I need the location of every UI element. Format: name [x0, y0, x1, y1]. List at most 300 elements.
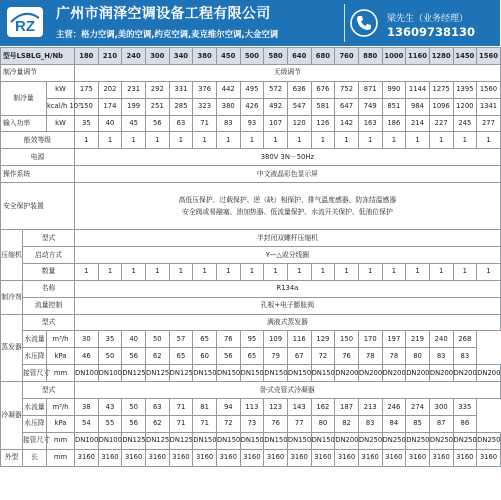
value-cell: 3160 [193, 449, 217, 466]
value-cell: 35 [98, 331, 122, 348]
value-cell: 340 [169, 48, 193, 65]
value-cell: DN200 [382, 365, 406, 382]
water-flow-label: 水流量 [23, 399, 47, 416]
value-cell: 73 [240, 415, 264, 432]
water-drop-label: 水压降 [23, 348, 47, 365]
value-cell: 1560 [477, 48, 501, 65]
quantity-row [1, 263, 501, 280]
value-cell: 63 [145, 399, 169, 416]
value-cell: 60 [193, 348, 217, 365]
value-cell: 55 [98, 415, 122, 432]
value-cell: DN200 [406, 365, 430, 382]
value-cell: 67 [287, 348, 311, 365]
value-cell: 213 [358, 399, 382, 416]
value-cell: 300 [145, 48, 169, 65]
value-cell: DN125 [169, 365, 193, 382]
value-cell: 880 [358, 48, 382, 65]
value-cell: DN200 [358, 365, 382, 382]
value-cell: 54 [75, 415, 99, 432]
value-cell: 186 [382, 115, 406, 132]
value-cell: 251 [145, 98, 169, 115]
value-cell: DN250 [477, 432, 501, 449]
capacity-label: 制冷量调节 [1, 64, 75, 81]
value-cell: 202 [98, 81, 122, 98]
cooling-kcal-row [1, 98, 501, 115]
value-cell: 3160 [287, 449, 311, 466]
value-cell: DN150 [240, 432, 264, 449]
value-cell: 76 [264, 415, 288, 432]
value-cell: 1 [216, 132, 240, 149]
value-cell: 426 [240, 98, 264, 115]
value-cell: 1 [98, 263, 122, 280]
value-cell: 71 [169, 399, 193, 416]
value-cell: 990 [382, 81, 406, 98]
value-cell: DN100 [98, 365, 122, 382]
value-cell: 116 [287, 331, 311, 348]
value-cell: DN150 [287, 365, 311, 382]
value-cell: DN250 [406, 432, 430, 449]
value-cell: DN125 [145, 365, 169, 382]
value-cell: 331 [169, 81, 193, 98]
value-cell: 163 [358, 115, 382, 132]
model-label: 型号LSBLG_H/Nb [1, 48, 75, 65]
value-cell: 380 [193, 48, 217, 65]
value-cell: 199 [122, 98, 146, 115]
value-cell: 246 [382, 399, 406, 416]
value-cell: 83 [429, 348, 453, 365]
value-cell: 210 [98, 48, 122, 65]
value-cell: 1 [216, 263, 240, 280]
capacity-value: 无级调节 [75, 64, 501, 81]
operation-value: 中文液晶彩色显示屏 [75, 166, 501, 183]
value-cell: 1 [145, 132, 169, 149]
unit-cell: kW [47, 115, 75, 132]
contact-name: 梁先生（业务经理） [387, 14, 469, 24]
value-cell: 1 [169, 263, 193, 280]
unit-cell: m³/h [47, 399, 75, 416]
compressor-type-row [1, 230, 501, 247]
value-cell: 219 [406, 331, 430, 348]
value-cell: 1200 [453, 98, 477, 115]
unit-cell: kW [47, 81, 75, 98]
value-cell: 680 [311, 48, 335, 65]
water-drop-label: 水压降 [23, 415, 47, 432]
condenser-label: 冷凝器 [1, 382, 23, 450]
unit-cell: kPa [47, 415, 75, 432]
cond-conn-row [1, 432, 501, 449]
value-cell: 1275 [429, 81, 453, 98]
value-cell: 40 [98, 115, 122, 132]
value-cell: 245 [453, 115, 477, 132]
value-cell: 3160 [145, 449, 169, 466]
unit-cell: mm [47, 432, 75, 449]
value-cell: 80 [311, 415, 335, 432]
value-cell: DN100 [75, 365, 99, 382]
value-cell: 749 [358, 98, 382, 115]
value-cell: 77 [287, 415, 311, 432]
value-cell: 851 [382, 98, 406, 115]
value-cell: 1 [193, 263, 217, 280]
value-cell: 3160 [122, 449, 146, 466]
value-cell: 323 [193, 98, 217, 115]
value-cell: DN200 [335, 432, 359, 449]
flow-control-value: 孔板+电子膨胀阀 [75, 297, 501, 314]
cooling-label: 制冷量 [1, 81, 47, 115]
operation-row [1, 166, 501, 183]
value-cell: 214 [406, 115, 430, 132]
cond-type-row [1, 382, 501, 399]
refrigerant-name-label: 名称 [23, 280, 75, 297]
value-cell: 50 [122, 399, 146, 416]
value-cell: 640 [287, 48, 311, 65]
unit-cell: kPa [47, 348, 75, 365]
unit-cell: kcal/h 10³ [47, 98, 75, 115]
value-cell: 84 [382, 415, 406, 432]
value-cell: 56 [122, 415, 146, 432]
cooling-kw-row [1, 81, 501, 98]
evap-drop-row [1, 348, 501, 365]
value-cell: 62 [145, 348, 169, 365]
operation-label: 操作系统 [1, 166, 75, 183]
flow-control-row [1, 297, 501, 314]
evaporator-label: 蒸发器 [1, 314, 23, 382]
value-cell: 376 [193, 81, 217, 98]
value-cell: 277 [477, 115, 501, 132]
value-cell: 174 [98, 98, 122, 115]
value-cell: 83 [216, 115, 240, 132]
value-cell: 1 [335, 132, 359, 149]
value-cell: 1 [122, 132, 146, 149]
evap-type-value: 满液式蒸发器 [75, 314, 501, 331]
value-cell: 1 [453, 132, 477, 149]
value-cell: DN150 [193, 432, 217, 449]
value-cell: 1 [477, 132, 501, 149]
value-cell: 3160 [335, 449, 359, 466]
evap-type-label: 型式 [23, 314, 75, 331]
value-cell: 80 [406, 348, 430, 365]
start-row [1, 247, 501, 264]
value-cell: DN250 [358, 432, 382, 449]
compressor-label: 压缩机 [1, 230, 23, 281]
value-cell: 3160 [216, 449, 240, 466]
value-cell: DN150 [311, 432, 335, 449]
value-cell: 3160 [311, 449, 335, 466]
compressor-type-label: 型式 [23, 230, 75, 247]
value-cell: 76 [335, 348, 359, 365]
safety-label: 安全保护装置 [1, 183, 75, 230]
value-cell: DN150 [264, 432, 288, 449]
value-cell: 85 [406, 415, 430, 432]
value-cell: 1 [264, 132, 288, 149]
power-supply-label: 电源 [1, 149, 75, 166]
value-cell: 142 [335, 115, 359, 132]
evap-conn-row [1, 365, 501, 382]
value-cell: 1560 [477, 81, 501, 98]
value-cell: 1280 [429, 48, 453, 65]
start-label: 启动方式 [23, 247, 75, 264]
safety-line-1: 高低压保护、过载保护、逆（缺）相保护、排气温度感器、防冻结温感器 [178, 196, 397, 205]
start-value: Y—△或分线圈 [75, 247, 501, 264]
value-cell: 1395 [453, 81, 477, 98]
value-cell: DN200 [429, 365, 453, 382]
unit-cell: mm [47, 365, 75, 382]
value-cell: 45 [122, 115, 146, 132]
value-cell: 71 [193, 115, 217, 132]
value-cell: 72 [311, 348, 335, 365]
value-cell: 580 [264, 48, 288, 65]
value-cell: 292 [145, 81, 169, 98]
value-cell: 197 [382, 331, 406, 348]
value-cell: 500 [240, 48, 264, 65]
value-cell: 3160 [98, 449, 122, 466]
value-cell: 1341 [477, 98, 501, 115]
value-cell: 1 [406, 132, 430, 149]
cond-drop-row [1, 415, 501, 432]
value-cell: 78 [382, 348, 406, 365]
value-cell: 572 [264, 81, 288, 98]
value-cell: 83 [358, 415, 382, 432]
safety-line-2: 安全阀或易融塞、油加热器、低流量保护、水流开关保护、低油位保护 [182, 208, 393, 217]
length-label: 长 [23, 449, 47, 466]
value-cell: 760 [335, 48, 359, 65]
value-cell: DN150 [240, 365, 264, 382]
value-cell: 1 [287, 263, 311, 280]
value-cell: DN150 [216, 432, 240, 449]
value-cell: DN250 [453, 432, 477, 449]
value-cell: DN200 [335, 365, 359, 382]
capacity-row [1, 64, 501, 81]
value-cell: 1 [75, 263, 99, 280]
value-cell: 1 [335, 263, 359, 280]
quantity-label: 数量 [23, 263, 75, 280]
value-cell: 50 [145, 331, 169, 348]
value-cell: 46 [75, 348, 99, 365]
power-label: 输入功率 [1, 115, 47, 132]
value-cell: 78 [358, 348, 382, 365]
value-cell: DN150 [264, 365, 288, 382]
cond-type-value: 卧式壳管式冷凝器 [75, 382, 501, 399]
energy-row [1, 132, 501, 149]
value-cell: 187 [335, 399, 359, 416]
power-row [1, 115, 501, 132]
value-cell: 120 [287, 115, 311, 132]
value-cell: 180 [75, 48, 99, 65]
value-cell: 170 [358, 331, 382, 348]
value-cell: 71 [169, 415, 193, 432]
value-cell: 162 [311, 399, 335, 416]
length-row [1, 449, 501, 466]
flow-control-label: 流量控制 [23, 297, 75, 314]
value-cell: DN200 [477, 365, 501, 382]
model-row [1, 48, 501, 65]
value-cell: 126 [311, 115, 335, 132]
value-cell: 1 [75, 132, 99, 149]
value-cell: 72 [216, 415, 240, 432]
value-cell: 3160 [406, 449, 430, 466]
value-cell: 676 [311, 81, 335, 98]
value-cell: 1096 [429, 98, 453, 115]
value-cell: 380 [216, 98, 240, 115]
value-cell: 1000 [382, 48, 406, 65]
value-cell: DN250 [429, 432, 453, 449]
compressor-type-value: 半封闭双螺杆压缩机 [75, 230, 501, 247]
value-cell: DN200 [453, 365, 477, 382]
value-cell: 647 [335, 98, 359, 115]
safety-value [75, 183, 501, 230]
power-supply-row [1, 149, 501, 166]
value-cell: 300 [429, 399, 453, 416]
value-cell: 636 [287, 81, 311, 98]
value-cell: 83 [453, 348, 477, 365]
value-cell: 113 [240, 399, 264, 416]
value-cell: DN150 [287, 432, 311, 449]
value-cell: 1 [453, 263, 477, 280]
value-cell: 442 [216, 81, 240, 98]
value-cell: 1 [311, 263, 335, 280]
value-cell: 40 [122, 331, 146, 348]
value-cell: 143 [287, 399, 311, 416]
value-cell: 274 [406, 399, 430, 416]
water-flow-label: 水流量 [23, 331, 47, 348]
refrigerant-name-row [1, 280, 501, 297]
value-cell: 65 [193, 331, 217, 348]
value-cell: 1 [358, 263, 382, 280]
value-cell: 240 [429, 331, 453, 348]
value-cell: 3160 [75, 449, 99, 466]
energy-label: 能效等级 [1, 132, 75, 149]
header-banner [0, 0, 500, 46]
value-cell: DN100 [98, 432, 122, 449]
evap-type-row [1, 314, 501, 331]
value-cell: 1 [240, 263, 264, 280]
logo-text: RZ [15, 18, 35, 35]
value-cell: 268 [453, 331, 477, 348]
value-cell: 62 [145, 415, 169, 432]
value-cell: DN125 [122, 432, 146, 449]
value-cell: 63 [169, 115, 193, 132]
value-cell: 3160 [477, 449, 501, 466]
value-cell: 79 [264, 348, 288, 365]
cond-flow-row [1, 399, 501, 416]
value-cell: 3160 [382, 449, 406, 466]
value-cell: 492 [264, 98, 288, 115]
value-cell: 335 [453, 399, 477, 416]
value-cell: 1 [264, 263, 288, 280]
value-cell: 150 [335, 331, 359, 348]
value-cell: 87 [429, 415, 453, 432]
value-cell: 95 [240, 331, 264, 348]
company-name: 广州市润泽空调设备工程有限公司 [56, 6, 271, 22]
value-cell: 129 [311, 331, 335, 348]
value-cell: 35 [75, 115, 99, 132]
evap-flow-row [1, 331, 501, 348]
value-cell: 231 [122, 81, 146, 98]
value-cell: DN100 [75, 432, 99, 449]
value-cell: 3160 [240, 449, 264, 466]
value-cell: 1 [193, 132, 217, 149]
rz-logo-icon [6, 4, 44, 40]
value-cell: 1 [382, 263, 406, 280]
value-cell: 107 [264, 115, 288, 132]
value-cell: 1450 [453, 48, 477, 65]
value-cell: 1 [122, 263, 146, 280]
value-cell: 285 [169, 98, 193, 115]
value-cell: 871 [358, 81, 382, 98]
value-cell: 1 [358, 132, 382, 149]
unit-cell: mm [47, 449, 75, 466]
value-cell: DN125 [122, 365, 146, 382]
value-cell: 1 [145, 263, 169, 280]
value-cell: 175 [75, 81, 99, 98]
value-cell: 1 [429, 132, 453, 149]
spec-table [0, 47, 501, 467]
value-cell: 984 [406, 98, 430, 115]
power-supply-value: 380V 3N－50Hz [75, 149, 501, 166]
value-cell: DN150 [216, 365, 240, 382]
value-cell: 1 [311, 132, 335, 149]
value-cell: 240 [122, 48, 146, 65]
value-cell: 65 [240, 348, 264, 365]
value-cell: 76 [216, 331, 240, 348]
brands-text: 主营：格力空调,美的空调,约克空调,麦克维尔空调,大金空调 [56, 29, 279, 39]
value-cell: DN250 [382, 432, 406, 449]
value-cell: 30 [75, 331, 99, 348]
value-cell: 547 [287, 98, 311, 115]
value-cell: 50 [98, 348, 122, 365]
value-cell: 1 [98, 132, 122, 149]
unit-cell: m³/h [47, 331, 75, 348]
connection-label: 接管尺寸 [23, 365, 47, 382]
value-cell: 123 [264, 399, 288, 416]
phone-icon [350, 9, 378, 37]
value-cell: DN150 [193, 365, 217, 382]
value-cell: 752 [335, 81, 359, 98]
value-cell: 56 [216, 348, 240, 365]
value-cell: 86 [453, 415, 477, 432]
value-cell: 1 [287, 132, 311, 149]
value-cell: 71 [193, 415, 217, 432]
value-cell: 38 [75, 399, 99, 416]
value-cell: 82 [335, 415, 359, 432]
value-cell: 3160 [429, 449, 453, 466]
value-cell: 65 [169, 348, 193, 365]
value-cell: 56 [122, 348, 146, 365]
value-cell: 1144 [406, 81, 430, 98]
cond-type-label: 型式 [23, 382, 75, 399]
refrigerant-name-value: R134a [75, 280, 501, 297]
value-cell: 109 [264, 331, 288, 348]
outline-label: 外型 [1, 449, 23, 466]
value-cell: 1 [477, 263, 501, 280]
value-cell: 227 [429, 115, 453, 132]
value-cell: 3160 [264, 449, 288, 466]
value-cell: 1 [169, 132, 193, 149]
value-cell: 1 [240, 132, 264, 149]
value-cell: 3160 [453, 449, 477, 466]
safety-row [1, 183, 501, 230]
value-cell: 581 [311, 98, 335, 115]
value-cell: 150 [75, 98, 99, 115]
value-cell: 450 [216, 48, 240, 65]
value-cell: DN125 [145, 432, 169, 449]
value-cell: DN125 [169, 432, 193, 449]
value-cell: 1 [429, 263, 453, 280]
value-cell: 93 [240, 115, 264, 132]
contact-phone[interactable]: 13609738130 [387, 25, 476, 39]
connection-label: 接管尺寸 [23, 432, 47, 449]
refrigerant-label: 制冷剂 [1, 280, 23, 314]
value-cell: 3160 [358, 449, 382, 466]
